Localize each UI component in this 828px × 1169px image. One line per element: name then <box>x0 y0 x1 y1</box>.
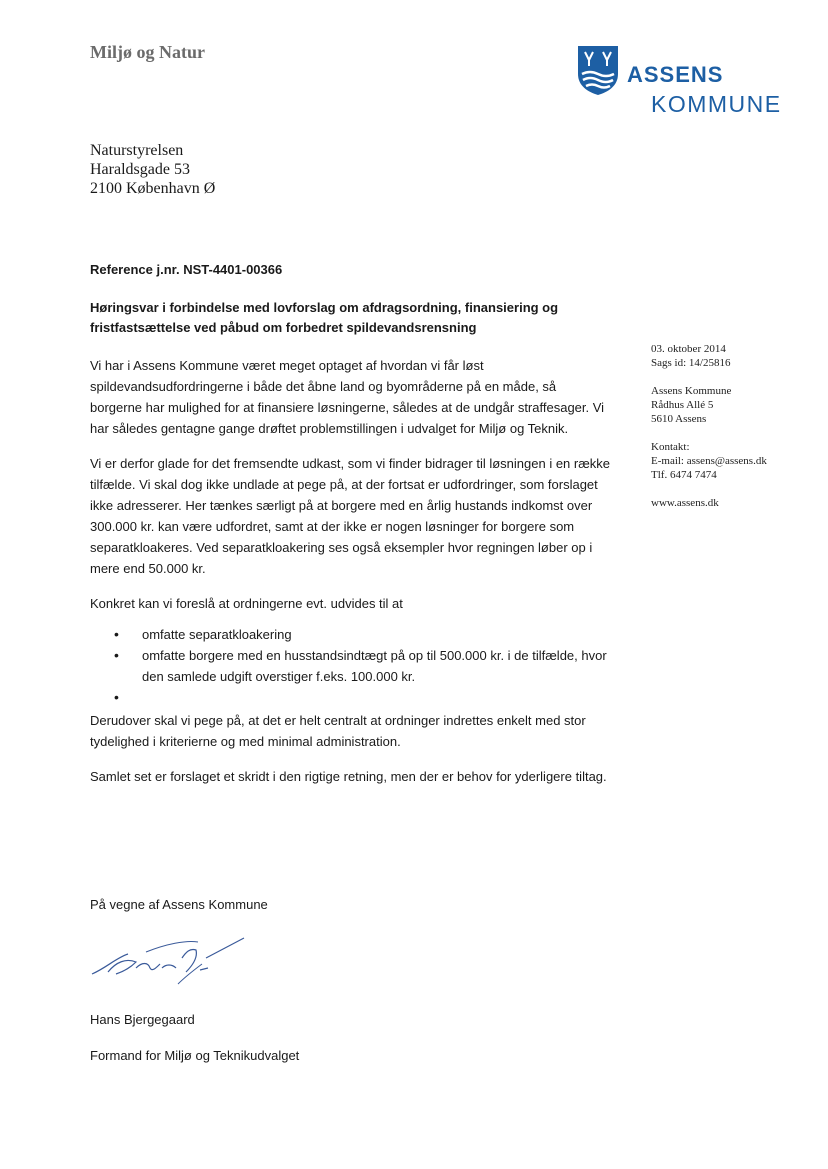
contact-label: Kontakt: <box>651 441 690 453</box>
letter-body <box>90 355 610 787</box>
subject-heading <box>90 298 610 338</box>
list-item: • omfatte separatkloakering <box>90 624 610 645</box>
sender-city: 5610 Assens <box>651 413 707 425</box>
logo-text-kommune: KOMMUNE <box>651 91 782 117</box>
list-item: • omfatte borgere med en husstandsindtægt på op til 500.000 kr. i de tilfælde, hvor den samlede udgift overstiger f.eks. 100.000 kr. <box>90 645 610 687</box>
sender-org: Assens Kommune <box>651 385 732 397</box>
reference-number: Reference j.nr. NST-4401-00366 <box>90 262 283 277</box>
logo-text-assens: ASSENS <box>627 62 724 87</box>
recipient-street: Haraldsgade 53 <box>90 161 190 178</box>
assens-shield-logo <box>576 44 620 96</box>
paragraph-4: Derudover skal vi pege på, at det er helt centralt at ordninger indrettes enkelt med stor tydelighed i kriterierne og med minimal administration. <box>90 713 586 749</box>
case-id: Sags id: 14/25816 <box>651 357 731 369</box>
contact-email: E-mail: assens@assens.dk <box>651 455 767 467</box>
department-name: Miljø og Natur <box>90 42 205 62</box>
sender-info-sidebar <box>651 342 767 510</box>
subject-line-1: Høringsvar i forbindelse med lovforslag om afdragsordning, finansiering og <box>90 300 559 315</box>
subject-line-2: fristfastsættelse ved påbud om forbedret spildevandsrensning <box>90 320 477 335</box>
letter-date: 03. oktober 2014 <box>651 343 726 355</box>
handwritten-signature <box>86 928 256 998</box>
sender-street: Rådhus Allé 5 <box>651 399 714 411</box>
proposal-list <box>90 624 610 708</box>
paragraph-1: Vi har i Assens Kommune været meget optaget af hvordan vi får løst spildevandsudfordringerne i både det åbne land og byområderne på en måde, så borgerne har mulighed for at finansiere løsningerne, således at de undgår straffesager. Vi har således gentagne gange drøftet problemstillingen i udvalget for Miljø og Teknik. <box>90 358 605 436</box>
paragraph-2: Vi er derfor glade for det fremsendte udkast, som vi finder bidrager til løsningen i en række tilfælde. Vi skal dog ikke undlade at pege på, at der fortsat er udfordringer, som forslaget ikke adresserer. Her tænkes særligt på at borgere med en årlig hustands indkomst over 300.000 kr. kan være udfordret, samt at der ikke er nogen løsninger for borgere som separatkloakeres. Ved separatkloakering ses også eksempler hvor regningen løber op i mere end 50.000 kr. <box>90 456 611 576</box>
paragraph-5: Samlet set er forslaget et skridt i den rigtige retning, men der er behov for yderligere tiltag. <box>90 769 607 784</box>
signer-name: Hans Bjergegaard <box>90 1012 195 1027</box>
recipient-address <box>90 141 215 198</box>
contact-phone: Tlf. 6474 7474 <box>651 469 717 481</box>
list-item <box>90 687 610 708</box>
recipient-city: 2100 København Ø <box>90 180 216 197</box>
signer-role: Formand for Miljø og Teknikudvalget <box>90 1048 300 1063</box>
closing-line: På vegne af Assens Kommune <box>90 897 268 912</box>
website: www.assens.dk <box>651 497 719 509</box>
recipient-name: Naturstyrelsen <box>90 142 184 159</box>
paragraph-3: Konkret kan vi foreslå at ordningerne evt. udvides til at <box>90 596 403 611</box>
